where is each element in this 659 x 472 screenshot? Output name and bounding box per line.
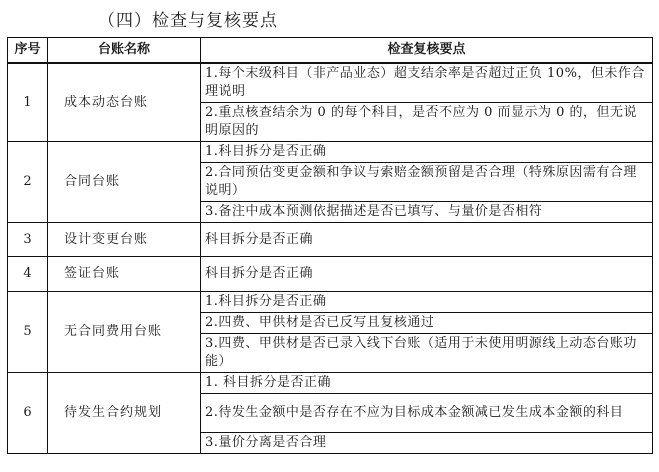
table-row: [8, 142, 653, 163]
row-number: 4: [8, 257, 48, 292]
row-number: 1: [8, 63, 48, 142]
row-number: 3: [8, 223, 48, 257]
ledger-name: 待发生合约规划: [48, 373, 201, 454]
check-point: 2.重点核查结余为 0 的每个科目，是否不应为 0 而显示为 0 的，但无说明原因的: [201, 103, 653, 142]
section-title: （四）检查与复核要点: [98, 11, 278, 31]
ledger-name: 无合同费用台账: [48, 292, 201, 373]
ledger-name: 成本动态台账: [48, 63, 201, 142]
row-number: 5: [8, 292, 48, 373]
table-row: [8, 63, 653, 103]
row-number: 2: [8, 142, 48, 223]
check-point: 3.量价分离是否合理: [201, 433, 653, 454]
ledger-name: 合同台账: [48, 142, 201, 223]
check-point: 科目拆分是否正确: [201, 223, 653, 257]
table-row: [8, 257, 653, 292]
check-point: 1. 科目拆分是否正确: [201, 373, 653, 394]
check-point: 3.备注中成本预测依据描述是否已填写、与量价是否相符: [201, 202, 653, 223]
table-header-row: [8, 38, 653, 64]
table-row: [8, 223, 653, 257]
table-row: [8, 292, 653, 313]
check-point: 3.四费、甲供材是否已录入线下台账（适用于未使用明源线上动态台账功能）: [201, 334, 653, 373]
header-check-points: 检查复核要点: [201, 38, 653, 64]
checkpoint-table: [7, 37, 653, 454]
check-point: 科目拆分是否正确: [201, 257, 653, 292]
check-point: 1.科目拆分是否正确: [201, 142, 653, 163]
header-ledger-name: 台账名称: [48, 38, 201, 64]
check-point: 2.待发生金额中是否存在不应为目标成本金额减已发生成本金额的科目: [201, 394, 653, 433]
ledger-name: 签证台账: [48, 257, 201, 292]
header-serial: 序号: [8, 38, 48, 64]
check-point: 2.四费、甲供材是否已反写且复核通过: [201, 313, 653, 334]
row-number: 6: [8, 373, 48, 454]
table-row: [8, 373, 653, 394]
ledger-name: 设计变更台账: [48, 223, 201, 257]
check-point: 2.合同预估变更金额和争议与索赔金额预留是否合理（特殊原因需有合理说明）: [201, 163, 653, 202]
check-point: 1.科目拆分是否正确: [201, 292, 653, 313]
check-point: 1.每个末级科目（非产品业态）超支结余率是否超过正负 10%，但未作合理说明: [201, 63, 653, 103]
